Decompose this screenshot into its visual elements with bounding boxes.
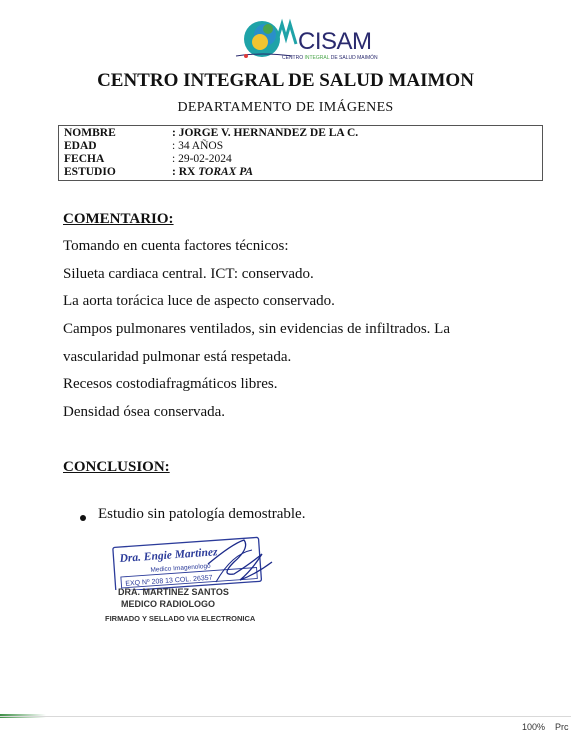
age-value: : 34 AÑOS (172, 140, 224, 152)
patient-info-box (58, 125, 543, 181)
department-name: DEPARTAMENTO DE IMÁGENES (177, 100, 394, 115)
comment-line: Silueta cardiaca central. ICT: conservado. (63, 266, 314, 282)
comment-line: Densidad ósea conservada. (63, 404, 226, 420)
stamp-name: Dra. Engie Martinez (119, 546, 218, 566)
comment-line: vascularidad pulmonar está respetada. (63, 349, 292, 365)
name-value: : JORGE V. HERNANDEZ DE LA C. (172, 127, 359, 139)
cisam-logo (232, 12, 378, 68)
comment-line: Campos pulmonares ventilados, sin evidencias de infiltrados. La (63, 321, 450, 337)
conclusion-heading: CONCLUSION: (63, 459, 170, 475)
conclusion-item: Estudio sin patología demostrable. (98, 506, 306, 522)
footer-truncated-label: Prc (555, 722, 569, 732)
study-label: ESTUDIO (64, 166, 116, 178)
comment-line: La aorta torácica luce de aspecto conservado. (63, 293, 335, 309)
signature-stamp (112, 534, 282, 595)
logo-brand: CISAM (298, 28, 372, 55)
handwritten-signature (208, 540, 272, 580)
doctor-title: MEDICO RADIOLOGO (121, 599, 215, 609)
zoom-status (522, 722, 569, 732)
bullet-icon (80, 515, 86, 521)
zoom-level: 100% (522, 722, 546, 732)
date-value: : 29-02-2024 (172, 153, 232, 165)
stamp-role: Medico Imagenologo (150, 562, 211, 574)
signature-note: FIRMADO Y SELLADO VIA ELECTRONICA (105, 614, 256, 623)
document-title: CENTRO INTEGRAL DE SALUD MAIMON (97, 70, 474, 91)
name-label: NOMBRE (64, 127, 116, 139)
comment-heading: COMENTARIO: (63, 211, 174, 227)
age-label: EDAD (64, 140, 97, 152)
stamp-ids: EXQ Nº 208 13 COL. 26357 (125, 574, 213, 588)
doctor-name: DRA. MARTINEZ SANTOS (118, 587, 229, 597)
date-label: FECHA (64, 153, 105, 165)
logo-subtitle: CENTRO INTEGRAL DE SALUD MAIMÓN (282, 55, 378, 61)
study-value: : RX TORAX PA (172, 166, 254, 178)
comment-line: Recesos costodiafragmáticos libres. (63, 376, 278, 392)
comment-line: Tomando en cuenta factores técnicos: (63, 238, 289, 254)
footer-divider (0, 716, 571, 717)
